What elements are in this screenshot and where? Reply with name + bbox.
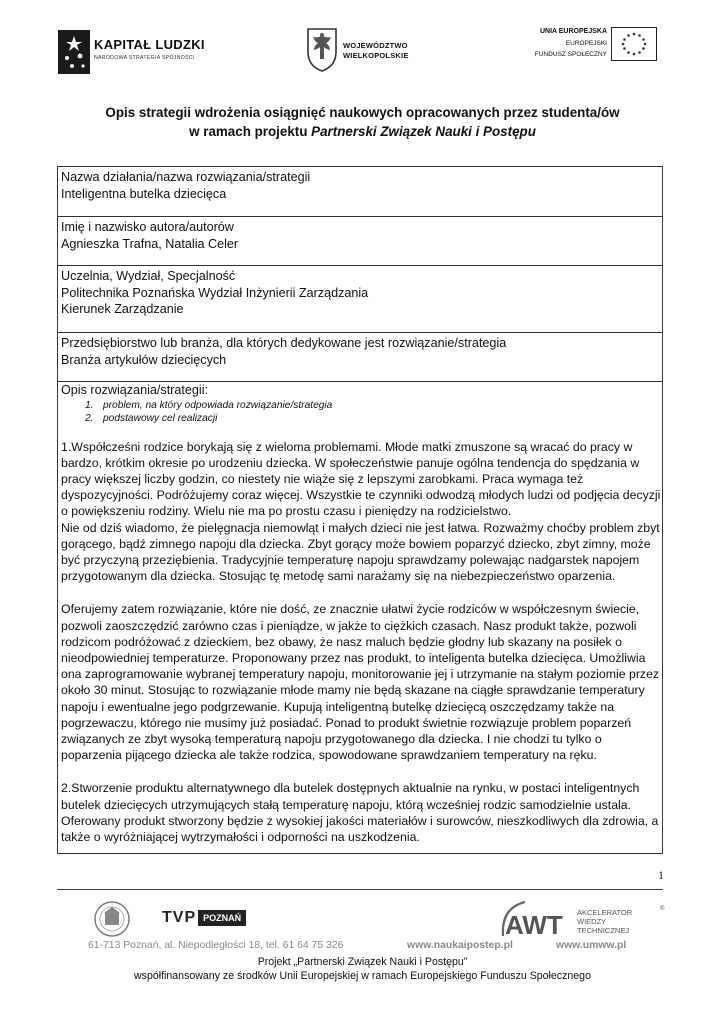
footer-divider: [57, 889, 663, 890]
ue-line1: UNIA EUROPEJSKA: [539, 28, 607, 35]
website-link-naukaipostep[interactable]: www.naukaipostep.pl: [407, 940, 513, 951]
svg-text:AWT: AWT: [505, 910, 563, 940]
tvp-text: TVP: [162, 909, 197, 926]
ue-line3: FUNDUSZ SPOŁECZNY: [534, 51, 607, 58]
awt-emblem-icon: [497, 896, 577, 942]
description-label: Opis rozwiązania/strategii:: [61, 383, 208, 397]
industry-value: Branża artykułów dziecięcych: [61, 352, 227, 367]
document-title-prefix: w ramach projektu: [189, 124, 312, 139]
document-title: [0, 103, 725, 141]
kapital-ludzki-subtitle: NARODOWA STRATEGIA SPÓJNOŚCI: [94, 55, 195, 61]
description-paragraph-4: 2.Stworzenie produktu alternatywnego dla butelek dostępnych aktualnie na rynku, w postaci inteligentnych butelek dziecięcych utrzymujących stałą temperaturę napoju, którą wcześniej rodzic samodzielnie ustala. Oferowany produkt stworzony będzie z wysokiej jakości materiałów i surowców, nieszkodliwych dla zdrowia, a także o wyróżniającej wytrzymałości i odporności na uszkodzenia.: [61, 781, 659, 845]
website-link-umww[interactable]: www.umww.pl: [556, 940, 627, 951]
industry-label: Przedsiębiorstwo lub branża, dla których dedykowane jest rozwiązanie/strategia: [61, 336, 507, 350]
university-label: Uczelnia, Wydział, Specjalność: [61, 269, 236, 283]
ue-line2: EUROPEJSKI: [565, 40, 607, 47]
strategy-form: [57, 166, 663, 854]
author-value: Agnieszka Trafna, Natalia Celer: [61, 236, 239, 251]
solution-name-label: Nazwa działania/nazwa rozwiązania/strategii: [61, 170, 311, 184]
author-cell: [58, 217, 662, 266]
registered-mark: ®: [660, 906, 665, 912]
major-value: Kierunek Zarządzanie: [61, 302, 184, 317]
wojewodztwo-line2: WIELKOPOLSKIE: [343, 51, 409, 60]
document-title-line1: Opis strategii wdrożenia osiągnięć naukowych opracowanych przez studenta/ów: [105, 105, 620, 120]
industry-cell: [58, 333, 662, 382]
ue-efs-logo: [512, 27, 657, 67]
tvp-poznan-logo: [162, 908, 246, 928]
tvp-poznan-badge: POZNAŃ: [198, 910, 246, 926]
project-line1: Projekt „Partnerski Związek Nauki i Postępu”: [257, 956, 468, 968]
project-funding-note: [0, 955, 725, 983]
eu-flag-icon: [611, 27, 657, 61]
project-line2: współfinansowany ze środków Unii Europejskiej w ramach Europejskiego Funduszu Społecznego: [134, 970, 591, 982]
list-item: 1. problem, na który odpowiada rozwiązanie/strategia: [85, 399, 333, 411]
eagle-crest-icon: [305, 26, 339, 72]
project-name: Partnerski Związek Nauki i Postępu: [311, 124, 536, 139]
contact-address: 61-713 Poznań, al. Niepodległości 18, tel. 61 64 75 326: [88, 940, 344, 951]
kapital-ludzki-title: KAPITAŁ LUDZKI: [94, 37, 205, 52]
description-cell: [58, 382, 662, 853]
awt-logo: [497, 896, 665, 942]
solution-name-value: Inteligentna butelka dziecięca: [61, 186, 227, 201]
page-number: 1: [658, 868, 664, 882]
university-cell: [58, 266, 662, 333]
description-paragraph-2: Nie od dziś wiadomo, że pielęgnacja niemowląt i małych dzieci nie jest łatwa. Rozważmy choćby problem zbyt gorącego, bądź zimnego napoju dla dziecka. Zbyt gorący może bowiem poparzyć dziecko, zbyt zimny, może być przyczyną przeziębienia. Tradycyjnie temperaturę napoju sprawdzamy polewając nadgarstek napojem przygotowanym dla dziecka. Stosując tę metodę sami narażamy się na niebezpieczeństwo oparzenia.: [61, 520, 660, 584]
kapital-ludzki-emblem-icon: [58, 30, 90, 74]
wojewodztwo-logo: [305, 26, 425, 74]
description-criteria-list: [61, 399, 662, 425]
university-value: Politechnika Poznańska Wydział Inżynierii Zarządzania: [61, 285, 369, 300]
list-item: 2. podstawowy cel realizacji: [85, 412, 218, 424]
document-title-line2: [0, 122, 725, 141]
description-paragraph-1: 1.Współcześni rodzice borykają się z wieloma problemami. Młode matki zmuszone są wracać do pracy w bardzo, krótkim okresie po urodzeniu dziecka. W społeczeństwie panuje ogólna tendencja do spędzania w pracy większej liczby godzin, co niestety nie wiąże się z lepszymi zarobkami. Praca wymaga też dyspozycyjności. Podróżujemy coraz więcej. Wszystkie te czynniki odwodzą młodych ludzi od podjęcia decyzji o powiększeniu rodziny. Wielu nie ma po prostu czasu i pieniędzy na rodzicielstwo.: [61, 439, 661, 519]
university-seal-icon: [90, 900, 134, 938]
author-label: Imię i nazwisko autora/autorów: [61, 220, 234, 234]
description-paragraph-3: Oferujemy zatem rozwiązanie, które nie dość, ze znacznie ułatwi życie rodziców w współczesnym świecie, pozwoli zaoszczędzić zarówno czas i pieniądze, w jakże to ciężkich czasach. Nasz produkt także, pozwoli rodzicom podróżować z dzieckiem, bez obawy, że nasz maluch będzie głodny lub skazany na posiłek o nieodpowiedniej temperaturze. Proponowany przez nas produkt, to inteligenta butelka dziecięca. Umożliwia ona zaprogramowanie wybranej temperatury napoju, monitorowanie jej i utrzymanie na stałym poziomie przez około 30 minut. Stosując to rozwiązanie młode mamy nie będą skazane na ciągłe sprawdzanie temperatury napoju i ewentualne jego podgrzewanie. Kupują inteligentną butelkę dziecięcą oszczędzamy także na pogrzewaczu, którego nie musimy już posiadać. Ponad to produkt świetnie rozwiązuje problem poparzeń związanych ze zbyt wysoką temperaturą napoju przygotowanego dla dziecka. I nie chodzi tu tylko o poparzenia pijącego dziecka ale także rodzica, spowodowane sprawdzaniem temperatury na ręku.: [61, 602, 660, 763]
kapital-ludzki-logo: [58, 30, 228, 74]
wojewodztwo-line1: WOJEWÓDZTWO: [343, 41, 408, 50]
solution-name-cell: [58, 167, 662, 217]
awt-text: AKCELERATOR WIEDZY TECHNICZNEJ: [577, 908, 633, 935]
